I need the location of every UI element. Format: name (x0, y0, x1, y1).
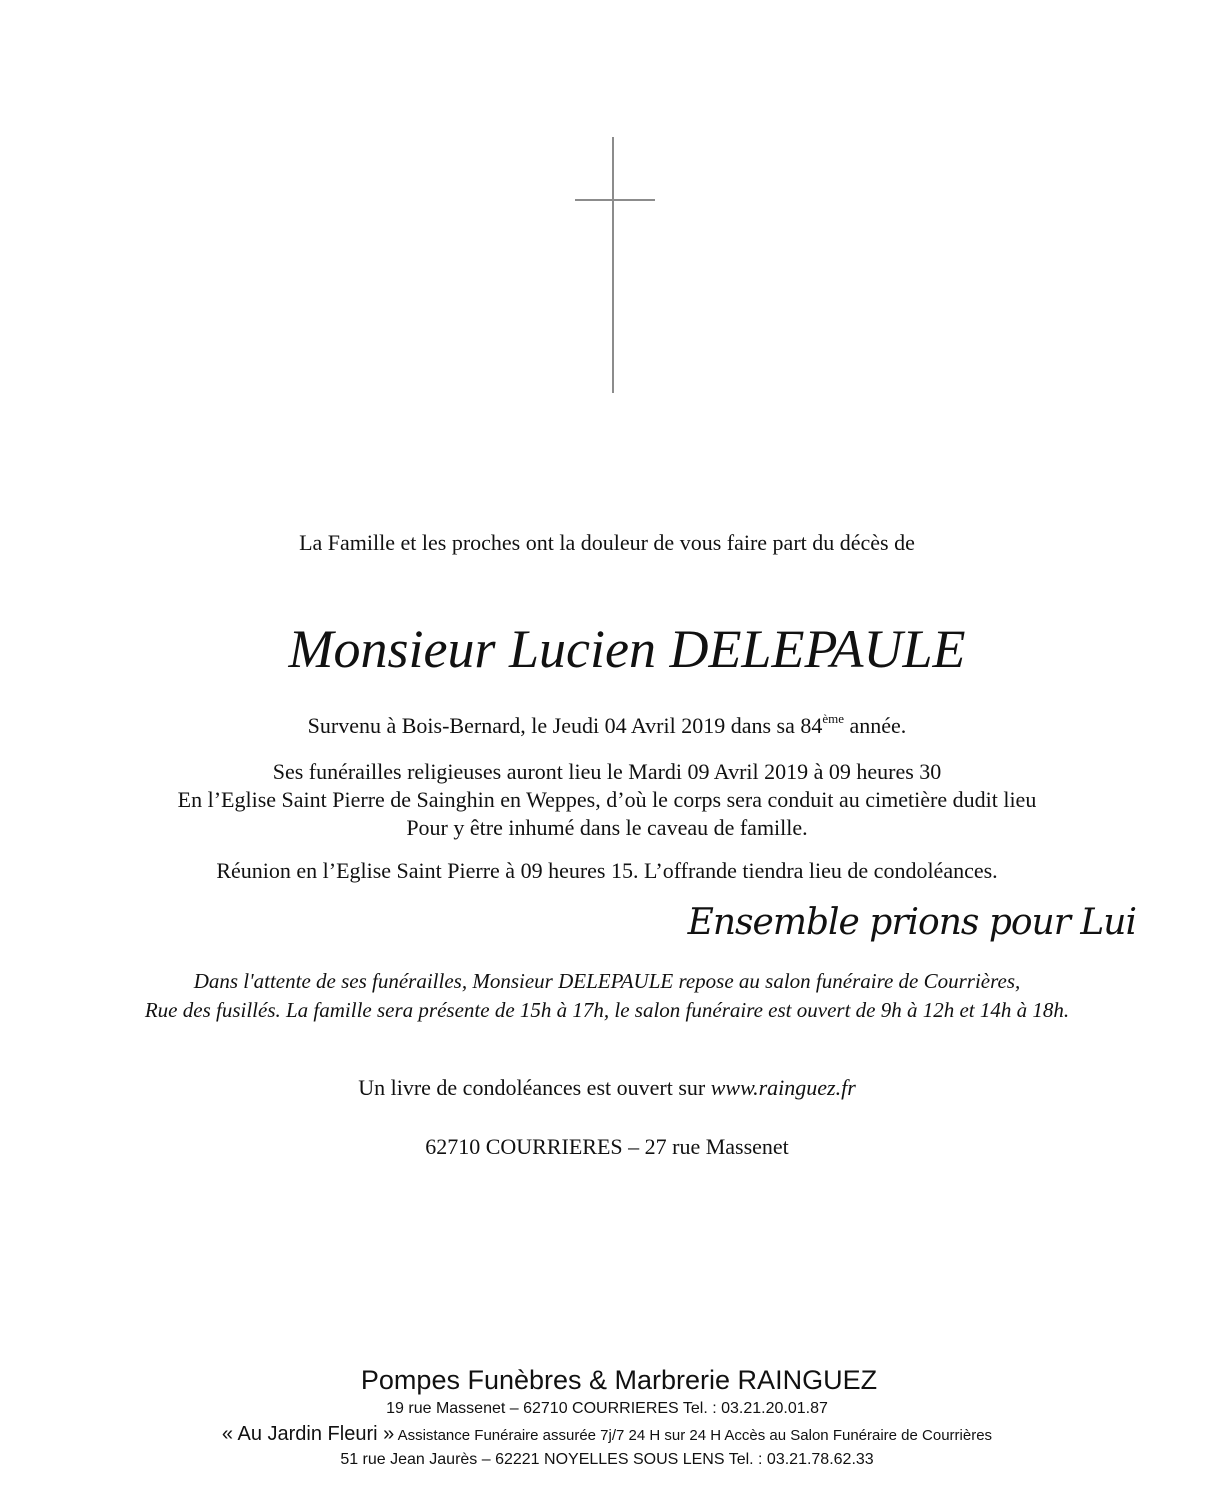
reunion-line: Réunion en l’Eglise Saint Pierre à 09 heures 15. L’offrande tiendra lieu de condoléances. (216, 858, 998, 883)
noyelles-address: 51 rue Jean Jaurès – 62221 NOYELLES SOUS LENS Tel. : 03.21.78.62.33 (340, 1451, 874, 1468)
funeral-line-2: En l’Eglise Saint Pierre de Sainghin en Weppes, d’où le corps sera conduit au cimetière dudit lieu (177, 787, 1037, 812)
ordinal-suffix: ème (822, 711, 845, 726)
funeral-line-3: Pour y être inhumé dans le caveau de famille. (406, 815, 808, 840)
cross-icon (575, 137, 655, 393)
company-name: Pompes Funèbres & Marbrerie RAINGUEZ (360, 1365, 878, 1395)
company-address: 19 rue Massenet – 62710 COURRIERES Tel. : 03.21.20.01.87 (386, 1400, 828, 1417)
death-details-text: Survenu à Bois-Bernard, le Jeudi 04 Avril 2019 dans sa 84 (307, 713, 823, 738)
condolence-book-line (0, 1075, 1214, 1101)
condolence-book-text: Un livre de condoléances est ouvert sur (358, 1075, 711, 1100)
death-details-end: année. (844, 713, 907, 738)
death-details (0, 713, 1214, 739)
funeral-line-1: Ses funérailles religieuses auront lieu le Mardi 09 Avril 2019 à 09 heures 30 (272, 759, 942, 784)
jardin-fleuri-name: « Au Jardin Fleuri » (221, 1423, 395, 1445)
repose-line-1: Dans l'attente de ses funérailles, Monsieur DELEPAULE repose au salon funéraire de Courrières, (193, 969, 1021, 993)
prayer-line: Ensemble prions pour Lui (687, 902, 1136, 943)
family-address: 62710 COURRIERES – 27 rue Massenet (425, 1134, 789, 1159)
condolence-website-link[interactable]: www.rainguez.fr (710, 1075, 856, 1100)
deceased-name: Monsieur Lucien DELEPAULE (288, 619, 966, 679)
repose-line-2: Rue des fusillés. La famille sera présente de 15h à 17h, le salon funéraire est ouvert de 9h à 12h et 14h à 18h. (144, 998, 1070, 1022)
jardin-fleuri-services: Assistance Funéraire assurée 7j/7 24 H sur 24 H Accès au Salon Funéraire de Courrières (394, 1427, 993, 1444)
jardin-fleuri-line (0, 1423, 1214, 1446)
announcement-intro: La Famille et les proches ont la douleur de vous faire part du décès de (299, 530, 915, 555)
